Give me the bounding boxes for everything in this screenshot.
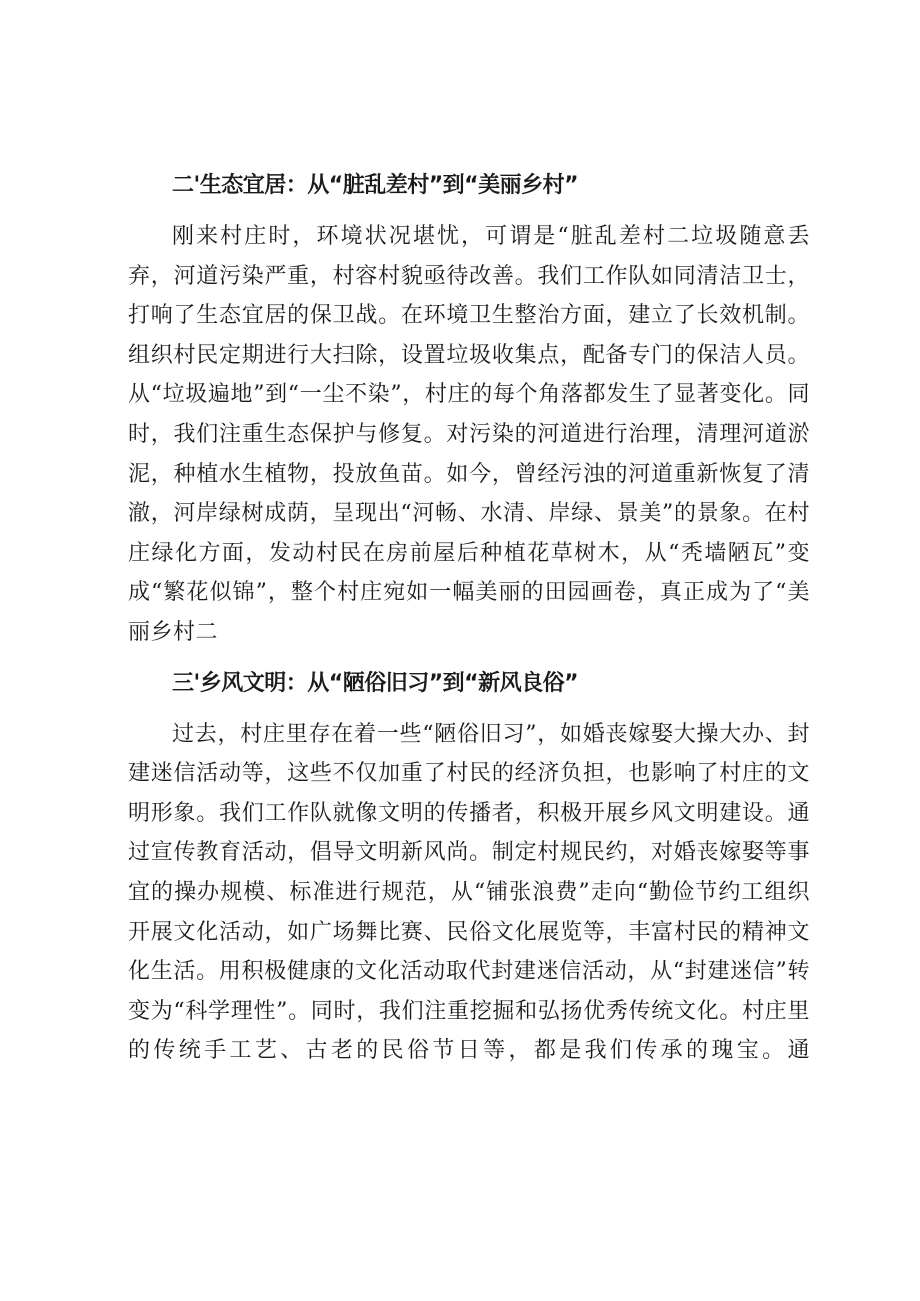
- section-paragraph-civility: 过去，村庄里存在着一些“陋俗旧习”，如婚丧嫁娶大操大办、封建迷信活动等，这些不仅加重了村民的经济负担，也影响了村庄的文明形象。我们工作队就像文明的传播者，积极开展乡风文明建设。通过宣传教育活动，倡导文明新风尚。制定村规民约，对婚丧嫁娶等事宜的操办规模、标准进行规范，从“铺张浪费”走向“勤俭节约工组织开展文化活动，如广场舞比赛、民俗文化展览等，丰富村民的精神文化生活。用积极健康的文化活动取代封建迷信活动，从“封建迷信”转变为“科学理性”。同时，我们注重挖掘和弘扬优秀传统文化。村庄里的传统手工艺、古老的民俗节日等，都是我们传承的瑰宝。通: [128, 721, 810, 1064]
- document-body: [128, 155, 810, 1071]
- section-heading-ecology: 二'生态宜居：从“脏乱差村”到“美丽乡村”: [172, 173, 579, 198]
- section-heading-civility: 三'乡风文明：从“陋俗旧习”到“新风良俗”: [172, 670, 579, 696]
- section-paragraph-ecology: 刚来村庄时，环境状况堪忧，可谓是“脏乱差村二垃圾随意丢弃，河道污染严重，村容村貌亟待改善。我们工作队如同清洁卫士，打响了生态宜居的保卫战。在环境卫生整治方面，建立了长效机制。组织村民定期进行大扫除，设置垃圾收集点，配备专门的保洁人员。从“垃圾遍地”到“一尘不染”，村庄的每个角落都发生了显著变化。同时，我们注重生态保护与修复。对污染的河道进行治理，清理河道淤泥，种植水生植物，投放鱼苗。如今，曾经污浊的河道重新恢复了清澈，河岸绿树成荫，呈现出“河畅、水清、岸绿、景美”的景象。在村庄绿化方面，发动村民在房前屋后种植花草树木，从“秃墙陋瓦”变成“繁花似锦”，整个村庄宛如一幅美丽的田园画卷，真正成为了“美丽乡村二: [128, 224, 810, 645]
